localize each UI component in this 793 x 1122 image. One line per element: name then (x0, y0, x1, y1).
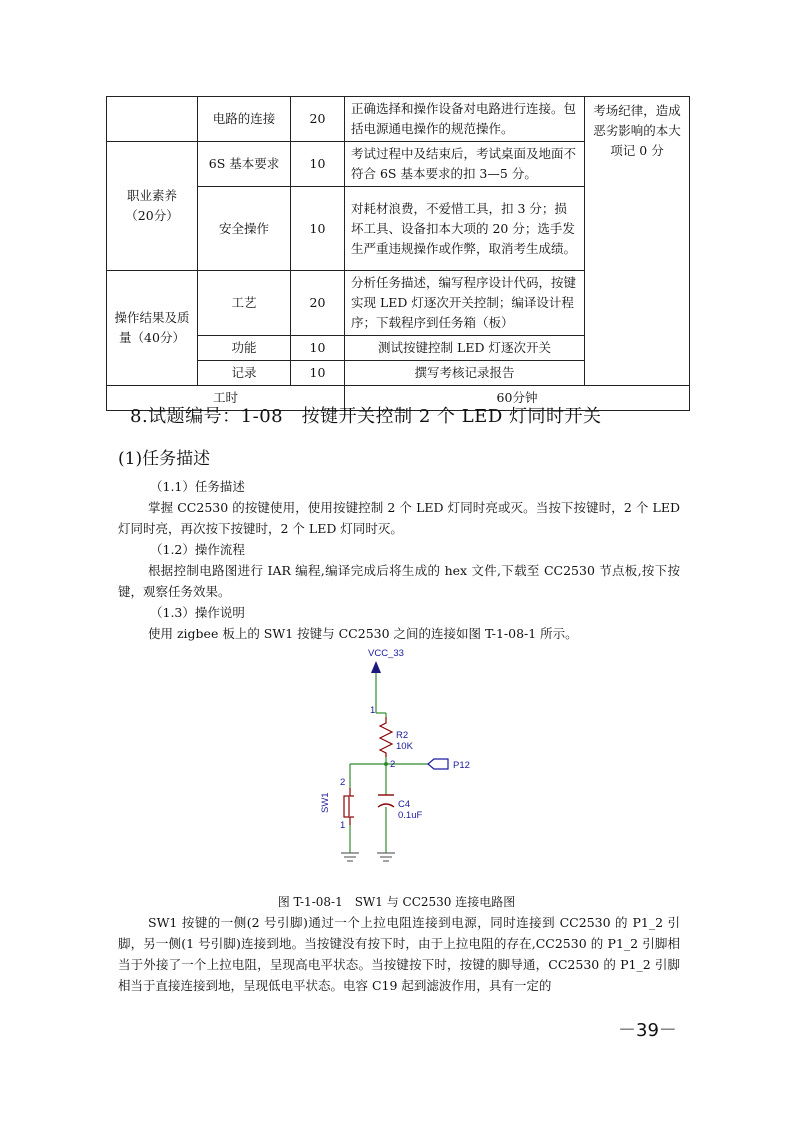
circuit-diagram (300, 643, 490, 883)
switch-icon (344, 788, 354, 825)
vcc-label: VCC_33 (368, 648, 404, 659)
score-cell: 20 (291, 271, 345, 336)
score-cell: 10 (291, 361, 345, 386)
vcc-arrow-icon (371, 661, 381, 673)
paragraph-explanation: SW1 按键的一侧(2 号引脚)通过一个上拉电阻连接到电源，同时连接到 CC2530 的 P1_2 引脚，另一侧(1 号引脚)连接到地。当按键没有按下时，由于上拉电阻的存在,CC2530 的 P1_2 引脚相当于外接了一个上拉电阻，呈现高电平状态。当按键按下时，按键的脚导通，CC2530 的 P1_2 引脚相当于直接连接到地，呈现低电平状态。电容 C19 起到滤波作用，具有一定的 (118, 915, 680, 993)
net-label: P12 (453, 760, 470, 771)
subsection-heading: (1)任务描述 (118, 449, 211, 469)
score-cell: 20 (291, 97, 345, 142)
requirement-cell: 对耗材浪费，不爱惜工具，扣 3 分；损坏工具、设备扣本大项的 20 分；选手发生严重违规操作或作弊，取消考生成绩。 (345, 187, 585, 271)
scoring-table (106, 96, 690, 411)
table-row (107, 97, 690, 142)
resistor-value-label: 10K (396, 741, 413, 752)
resistor-icon (380, 717, 392, 757)
item-cell: 功能 (198, 336, 291, 361)
capacitor-name-label: C4 (398, 799, 411, 810)
table-cell (107, 97, 198, 142)
section-heading: 8.试题编号：1-08 按键开关控制 2 个 LED 灯同时开关 (130, 406, 602, 427)
worktime-label-cell: 工时 (107, 386, 345, 411)
capacitor-value-label: 0.1uF (398, 810, 423, 821)
score-cell: 10 (291, 336, 345, 361)
capacitor-icon (378, 795, 394, 807)
item-cell: 6S 基本要求 (198, 142, 291, 187)
circuit-wires (350, 673, 428, 853)
group-cell: 操作结果及质量（40分） (107, 271, 198, 386)
figure-caption: 图 T-1-08-1 SW1 与 CC2530 连接电路图 (277, 895, 516, 909)
page-number: －39－ (618, 1020, 677, 1041)
sub-label-1-1: （1.1）任务描述 (150, 479, 245, 494)
resistor-pin1-label: 1 (370, 705, 376, 716)
net-flag-icon (428, 759, 448, 769)
item-cell: 安全操作 (198, 187, 291, 271)
sub-label-1-2: （1.2）操作流程 (150, 542, 245, 557)
ground-icon (377, 853, 395, 861)
paragraph-process: 根据控制电路图进行 IAR 编程,编译完成后将生成的 hex 文件,下载至 CC2530 节点板,按下按键，观察任务效果。 (118, 563, 680, 599)
score-cell: 10 (291, 142, 345, 187)
item-cell: 记录 (198, 361, 291, 386)
item-cell: 工艺 (198, 271, 291, 336)
switch-pin2-label: 2 (340, 777, 346, 788)
requirement-cell: 分析任务描述，编写程序设计代码，按键实现 LED 灯逐次开关控制；编译设计程序；下载程序到任务箱（板） (345, 271, 585, 336)
ground-icon (341, 853, 359, 861)
group-cell: 职业素养（20分） (107, 142, 198, 271)
note-cell: 考场纪律，造成恶劣影响的本大项记 0 分 (585, 97, 690, 386)
paragraph-task: 掌握 CC2530 的按键使用，使用按键控制 2 个 LED 灯同时亮或灭。当按下按键时，2 个 LED 灯同时亮，再次按下按键时，2 个 LED 灯同时灭。 (118, 500, 680, 536)
requirement-cell: 正确选择和操作设备对电路进行连接。包括电源通电操作的规范操作。 (345, 97, 585, 142)
switch-pin1-label: 1 (340, 820, 346, 831)
requirement-cell: 测试按键控制 LED 灯逐次开关 (345, 336, 585, 361)
item-cell: 电路的连接 (198, 97, 291, 142)
requirement-cell: 考试过程中及结束后，考试桌面及地面不符合 6S 基本要求的扣 3—5 分。 (345, 142, 585, 187)
requirement-cell: 撰写考核记录报告 (345, 361, 585, 386)
resistor-pin2-label: 2 (390, 759, 396, 770)
score-cell: 10 (291, 187, 345, 271)
resistor-name-label: R2 (396, 730, 409, 741)
paragraph-instructions: 使用 zigbee 板上的 SW1 按键与 CC2530 之间的连接如图 T-1-08-1 所示。 (148, 626, 578, 641)
worktime-value-cell: 60分钟 (345, 386, 690, 411)
sub-label-1-3: （1.3）操作说明 (150, 605, 245, 620)
switch-name-label: SW1 (320, 792, 331, 813)
